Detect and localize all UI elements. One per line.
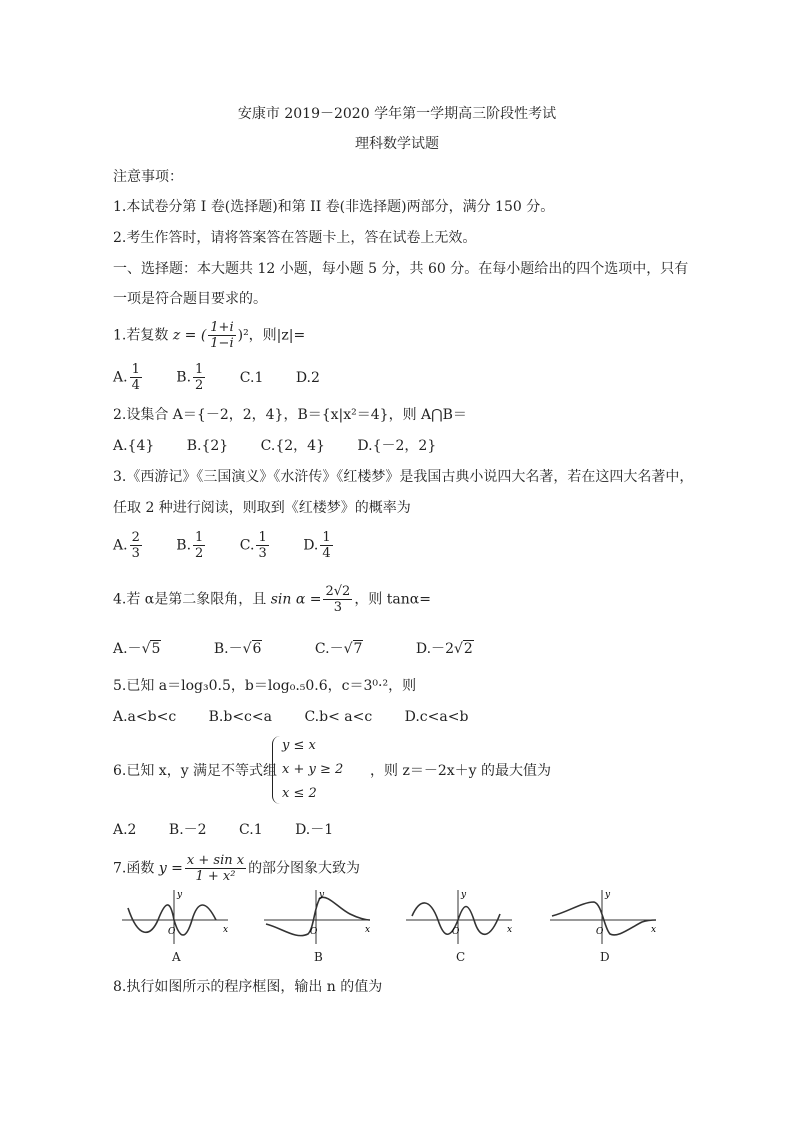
graph-label-c: C — [456, 950, 466, 964]
graph-label-b: B — [314, 950, 323, 964]
q4-fraction: $\frac{2√2}{3}$ — [325, 584, 351, 615]
q3-option-c[interactable]: C. $\frac{1}{3}$ — [239, 530, 267, 561]
q5-option-d[interactable]: D.c<a<b — [404, 709, 469, 725]
question-4-options — [113, 639, 502, 659]
notice-item-2: 2.考生作答时，请将答案答在答题卡上，答在试卷上无效。 — [113, 230, 477, 246]
system-line-1: y ≤ x — [282, 738, 316, 753]
q3-option-a[interactable]: A. $\frac{2}{3}$ — [113, 530, 140, 561]
q2-option-a[interactable]: A.{4} — [113, 438, 155, 454]
q4-option-c[interactable]: C.－√7 — [314, 641, 363, 657]
question-8-stem: 8.执行如图所示的程序框图，输出 n 的值为 — [113, 979, 383, 995]
q3-option-d[interactable]: D. $\frac{1}{4}$ — [303, 530, 331, 561]
graph-c-y: y — [461, 890, 467, 900]
q5-option-a[interactable]: A.a<b<c — [113, 709, 177, 725]
page-subtitle: 理科数学试题 — [355, 136, 439, 152]
notice-item-1: 1.本试卷分第 I 卷(选择题)和第 II 卷(非选择题)两部分，满分 150 分。 — [113, 199, 555, 215]
q1-option-b[interactable]: B. $\frac{1}{2}$ — [176, 362, 204, 393]
q1-option-c[interactable]: C.1 — [239, 369, 264, 386]
graph-a-x: x — [223, 925, 229, 935]
question-2-stem: 2.设集合 A＝{－2，2，4}，B＝{x|x²＝4}，则 A⋂B＝ — [113, 407, 467, 423]
graph-c-origin: O — [452, 927, 460, 937]
graph-d-x: x — [651, 925, 657, 935]
graph-d[interactable] — [548, 888, 660, 946]
graph-c[interactable] — [404, 888, 516, 946]
question-3-stem-line-2: 任取 2 种进行阅读，则取到《红楼梦》的概率为 — [113, 500, 411, 516]
q2-option-d[interactable]: D.{－2，2} — [357, 438, 437, 454]
q6-option-a[interactable]: A.2 — [113, 822, 137, 838]
question-2-options — [113, 436, 464, 456]
q5-option-b[interactable]: B.b<c<a — [208, 709, 272, 725]
page-title: 安康市 2019－2020 学年第一学期高三阶段性考试 — [237, 106, 557, 122]
q4-option-a[interactable]: A.－√5 — [113, 641, 161, 657]
question-1-options — [113, 362, 348, 393]
question-6-suffix: ，则 z＝－2x＋y 的最大值为 — [370, 763, 551, 779]
q2-option-b[interactable]: B.{2} — [186, 438, 229, 454]
graph-a-y: y — [177, 890, 183, 900]
question-5-options — [113, 707, 496, 727]
q4-option-b[interactable]: B.－√6 — [213, 641, 262, 657]
system-line-2: x + y ≥ 2 — [282, 762, 344, 777]
q7-fraction: $\frac{\text{x + sin x}}{\text{1 + x²}}$ — [186, 853, 245, 884]
question-5-stem: 5.已知 a＝log₃0.5，b＝log₀.₅0.6，c＝3⁰·²，则 — [113, 678, 417, 694]
question-7-stem: 7.函数 y = $\frac{\text{x + sin x}}{\text{1 + x²}}$ 的部分图象大致为 — [113, 853, 361, 884]
question-3-options — [113, 530, 363, 561]
graph-b-y: y — [319, 890, 325, 900]
q4-option-d[interactable]: D.－2√2 — [415, 641, 473, 657]
graph-label-a: A — [172, 950, 181, 964]
system-line-3: x ≤ 2 — [282, 786, 317, 801]
q2-option-c[interactable]: C.{2，4} — [260, 438, 325, 454]
question-1-stem: 1.若复数 z = ( $\frac{1+i}{1-i}$ )²，则|z|= — [113, 320, 306, 351]
graph-label-d: D — [600, 950, 610, 964]
section-heading-line-2: 一项是符合题目要求的。 — [113, 291, 267, 307]
q6-option-b[interactable]: B.－2 — [168, 822, 207, 838]
graph-b[interactable] — [262, 888, 374, 946]
question-6-prefix: 6.已知 x，y 满足不等式组 — [113, 763, 278, 779]
question-6-options — [113, 820, 361, 840]
q1-option-d[interactable]: D.2 — [295, 369, 320, 386]
graph-d-y: y — [605, 890, 611, 900]
question-3-stem-line-1: 3.《西游记》《三国演义》《水浒传》《红楼梦》是我国古典小说四大名著，若在这四大名著中， — [113, 469, 694, 485]
graph-a[interactable] — [120, 888, 232, 946]
q5-option-c[interactable]: C.b< a<c — [304, 709, 373, 725]
q1-option-a[interactable]: A. $\frac{1}{4}$ — [113, 362, 140, 393]
q1-fraction: $\frac{1+i}{1-i}$ — [210, 320, 234, 351]
question-4-stem: 4.若 α是第二象限角，且 sin α = $\frac{2√2}{3}$ ，则 tanα= — [113, 584, 431, 615]
q3-option-b[interactable]: B. $\frac{1}{2}$ — [176, 530, 204, 561]
graph-b-x: x — [365, 925, 371, 935]
graph-b-origin: O — [310, 927, 318, 937]
graph-c-x: x — [507, 925, 513, 935]
graph-a-origin: O — [168, 927, 176, 937]
graph-d-origin: O — [596, 927, 604, 937]
q6-option-c[interactable]: C.1 — [239, 822, 263, 838]
section-heading-line-1: 一、选择题：本大题共 12 小题，每小题 5 分，共 60 分。在每小题给出的四个选项中，只有 — [113, 261, 689, 277]
notice-heading: 注意事项： — [113, 169, 183, 185]
q6-option-d[interactable]: D.－1 — [295, 822, 334, 838]
